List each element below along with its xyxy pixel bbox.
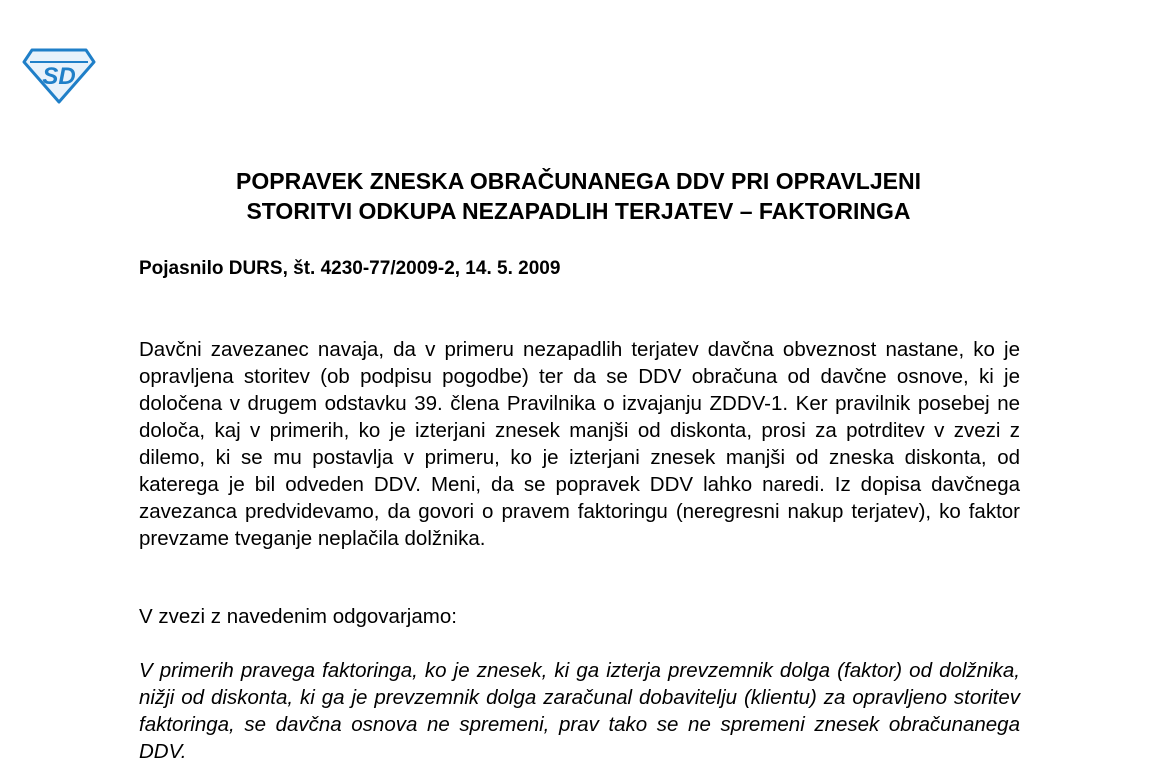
- paragraph-answer-intro: V zvezi z navedenim odgovarjamo:: [139, 605, 457, 628]
- title-line-1: POPRAVEK ZNESKA OBRAČUNANEGA DDV PRI OPRAVLJENI: [236, 168, 921, 194]
- paragraph-description: Davčni zavezanec navaja, da v primeru nezapadlih terjatev davčna obveznost nastane, ko je opravljena storitev (ob podpisu pogodbe) ter da se DDV obračuna od davčne osnove, ki je določena v drugem odstavku 39. člena Pravilnika o izvajanju ZDDV-1. Ker pravilnik posebej ne določa, kaj v primerih, ko je izterjani znesek manjši od diskonta, prosi za potrditev v zvezi z dilemo, ki se mu postavlja v primeru, ko je izterjani znesek manjši od zneska diskonta, od katerega je bil odveden DDV. Meni, da se popravek DDV lahko naredi. Iz dopisa davčnega zavezanca predvidevamo, da govori o pravem faktoringu (neregresni nakup terjatev), ko faktor prevzame tveganje neplačila dolžnika.: [139, 338, 1020, 550]
- page-title: [100, 166, 1057, 226]
- paragraph-answer: V primerih pravega faktoringa, ko je znesek, ki ga izterja prevzemnik dolga (faktor) od dolžnika, nižji od diskonta, ki ga je prevzemnik dolga zaračunal dobavitelju (klientu) za opravljeno storitev faktoringa, se davčna osnova ne spremeni, prav tako se ne spremeni znesek obračunanega DDV.: [139, 659, 1020, 763]
- logo-lettering: SD: [42, 63, 76, 90]
- company-logo: [22, 48, 96, 104]
- document-reference: Pojasnilo DURS, št. 4230-77/2009-2, 14. 5. 2009: [139, 258, 561, 279]
- title-line-2: STORITVI ODKUPA NEZAPADLIH TERJATEV – FAKTORINGA: [246, 198, 911, 224]
